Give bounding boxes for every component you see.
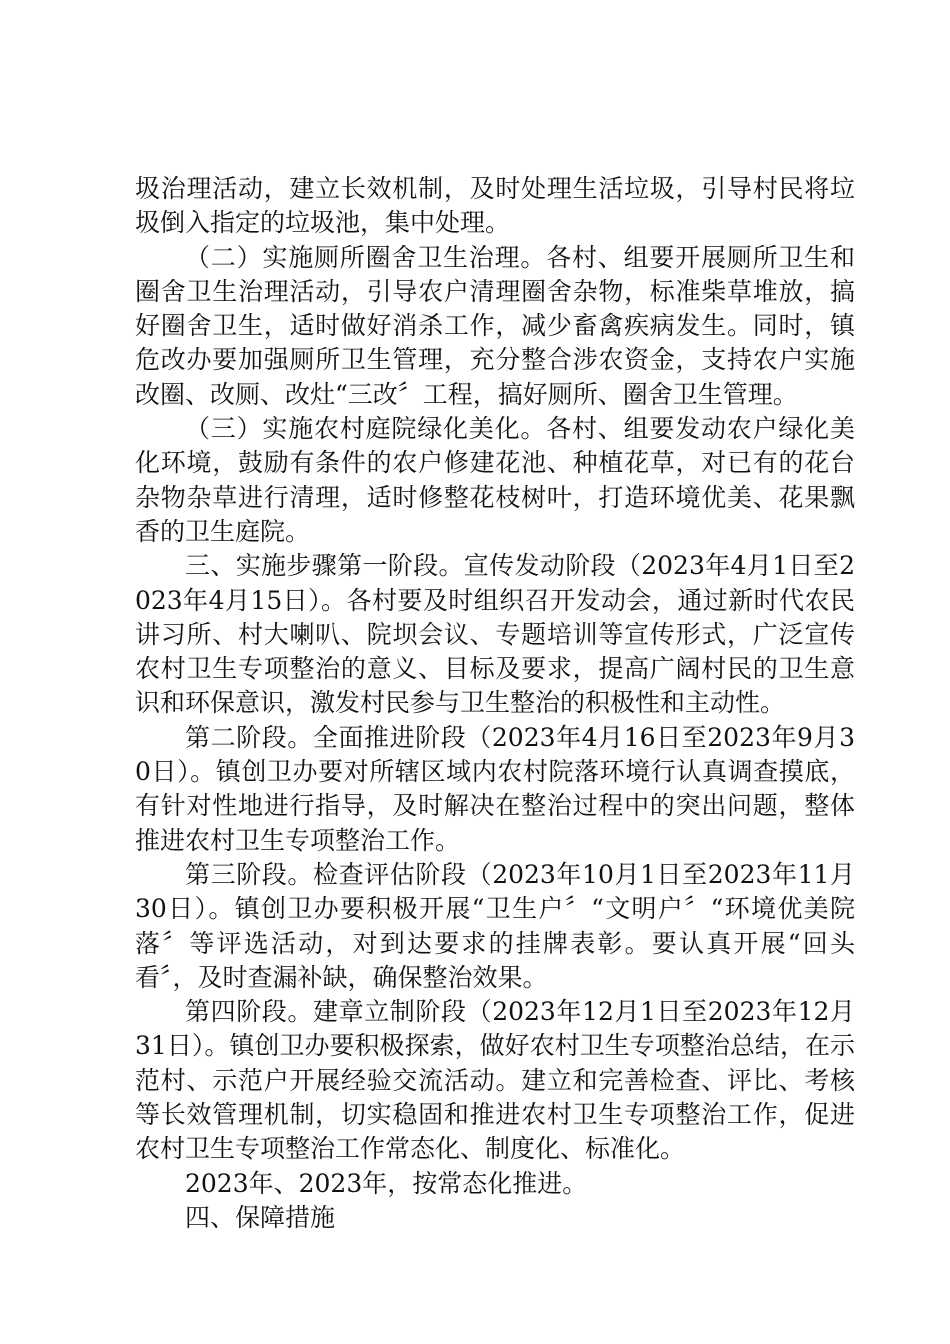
paragraph-courtyard-greening: （三）实施农村庭院绿化美化。各村、组要发动农户绿化美化环境，鼓励有条件的农户修建花池、种植花草，对已有的花台杂物杂草进行清理，适时修整花枝树叶，打造环境优美、花果飘香的卫生庭院。 [135, 414, 855, 546]
section-heading-safeguards: 四、保障措施 [185, 1202, 336, 1232]
paragraph-stage-two: 第二阶段。全面推进阶段（2023年4月16日至2023年9月30日）。镇创卫办要对所辖区域内农村院落环境行认真调查摸底，有针对性地进行指导，及时解决在整治过程中的突出问题，整体推进农村卫生专项整治工作。 [135, 722, 855, 855]
paragraph-stage-four: 第四阶段。建章立制阶段（2023年12月1日至2023年12月31日）。镇创卫办要积极探索，做好农村卫生专项整治总结，在示范村、示范户开展经验交流活动。建立和完善检查、评比、考核等长效管理机制，切实稳固和推进农村卫生专项整治工作，促进农村卫生专项整治工作常态化、制度化、标准化。 [135, 997, 855, 1164]
paragraph-stage-three: 第三阶段。检查评估阶段（2023年10月1日至2023年11月30日）。镇创卫办要积极开展“卫生户〞“文明户〞“环境优美院落〞等评选活动，对到达要求的挂牌表彰。要认真开展“回头看〞，及时查漏补缺，确保整治效果。 [135, 859, 855, 992]
paragraph-toilet-hygiene: （二）实施厕所圈舍卫生治理。各村、组要开展厕所卫生和圈舍卫生治理活动，引导农户清理圈舍杂物，标准柴草堆放，搞好圈舍卫生，适时做好消杀工作，减少畜禽疾病发生。同时，镇危改办要加强厕所卫生管理，充分整合涉农资金，支持农户实施改圈、改厕、改灶“三改〞工程，搞好厕所、圈舍卫生管理。 [135, 242, 855, 409]
document-body [135, 172, 855, 1235]
paragraph-stage-one: 三、实施步骤第一阶段。宣传发动阶段（2023年4月1日至2023年4月15日）。各村要及时组织召开发动会，通过新时代农民讲习所、村大喇叭、院坝会议、专题培训等宣传形式，广泛宣传农村卫生专项整治的意义、目标及要求，提高广阔村民的卫生意识和环保意识，激发村民参与卫生整治的积极性和主动性。 [135, 551, 855, 718]
paragraph-continuation: 圾治理活动，建立长效机制，及时处理生活垃圾，引导村民将垃圾倒入指定的垃圾池，集中处理。 [135, 174, 855, 238]
paragraph-normalization: 2023年、2023年，按常态化推进。 [185, 1168, 588, 1198]
